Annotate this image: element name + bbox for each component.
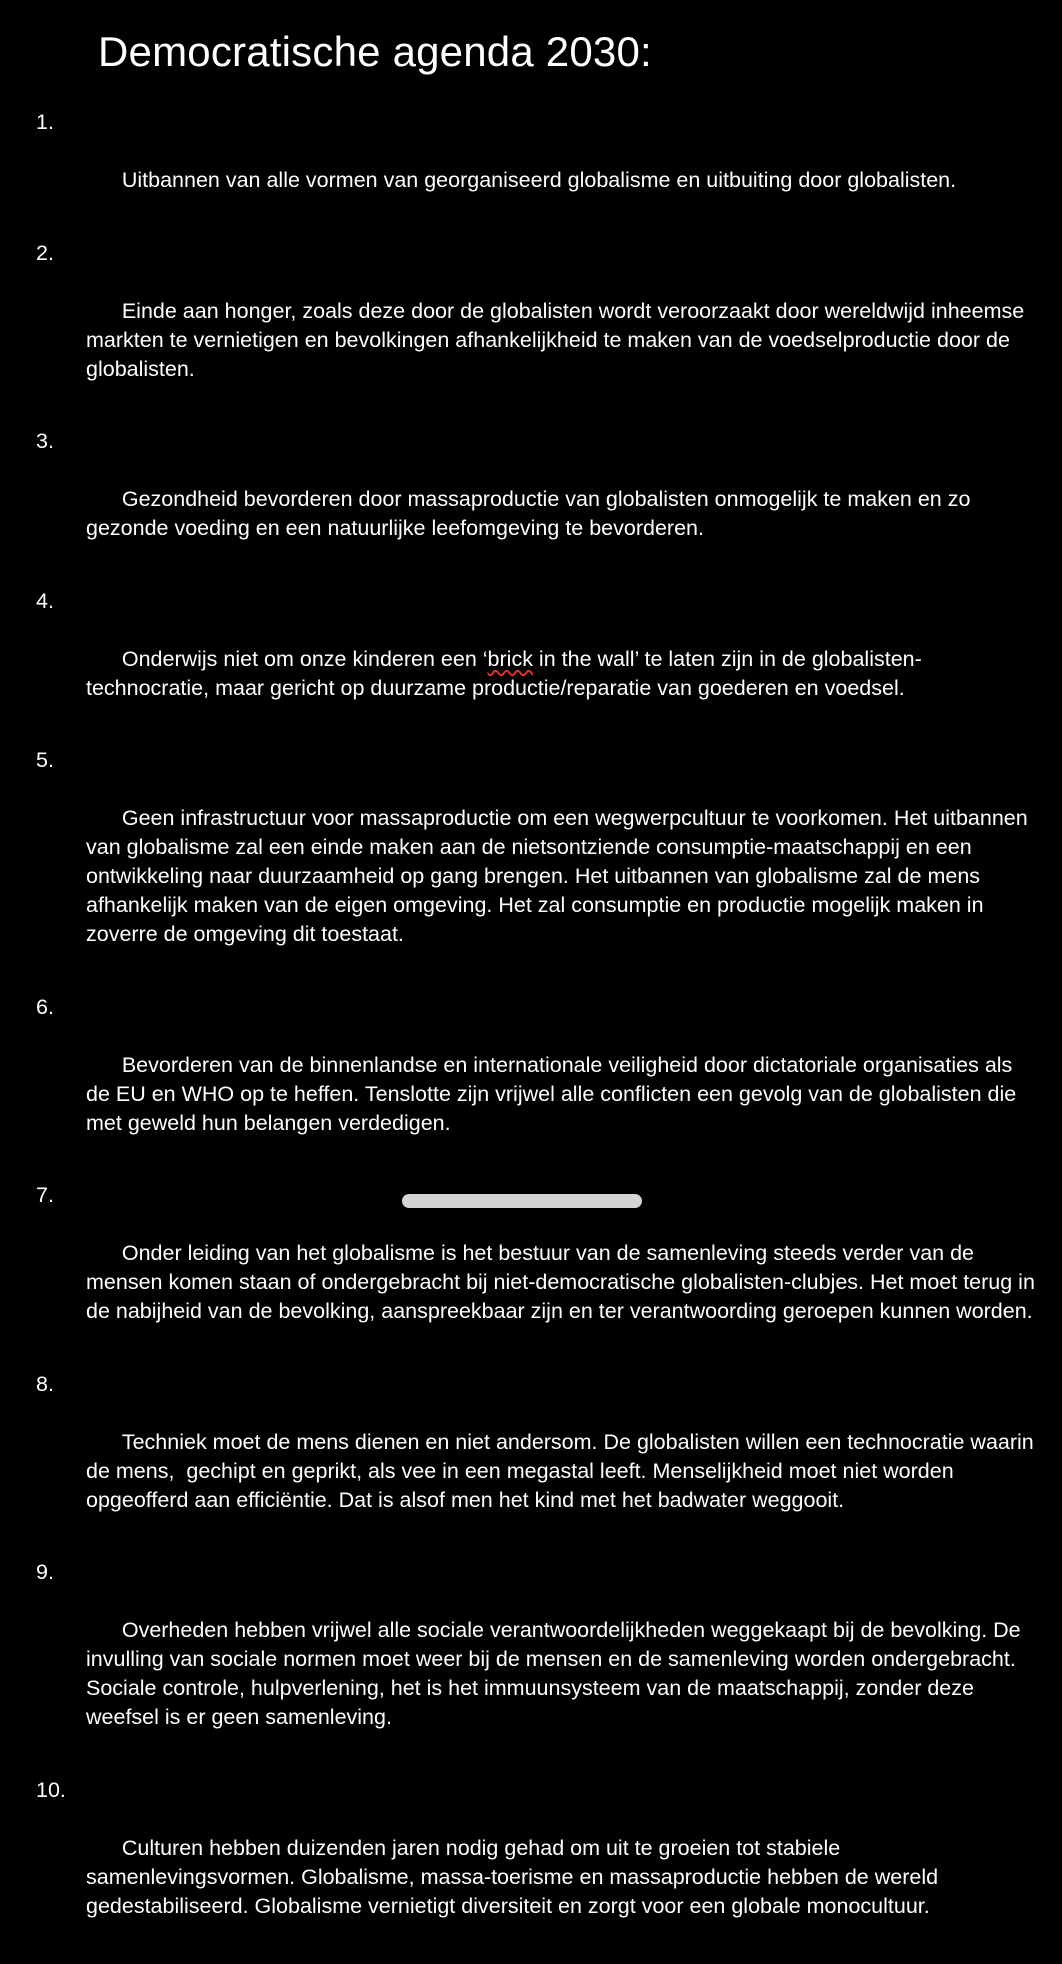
item-number: 1.	[36, 110, 54, 134]
item-text: Uitbannen van alle vormen van georganiseerd globalisme en uitbuiting door globalisten.	[121, 168, 957, 192]
item-text	[86, 647, 922, 700]
list-item	[0, 746, 1062, 978]
item-text: Onder leiding van het globalisme is het bestuur van de samenleving steeds verder van de mensen komen staan of ondergebracht bij niet-democratische globalisten-clubjes. Het moet terug in de nabijheid van de bevolking, aanspreekbaar zijn en ter verantwoording geroepen kunnen worden.	[86, 1241, 1041, 1323]
item-text: Geen infrastructuur voor massaproductie om een wegwerpcultuur te voorkomen. Het uitbannen van globalisme zal een einde maken aan de nietsontziende consumptie-maatschappij en een ontwikkeling naar duurzaamheid op gang brengen. Het uitbannen van globalisme zal de mens afhankelijk maken van de eigen omgeving. Het zal consumptie en productie mogelijk maken in zoverre de omgeving dit toestaat.	[86, 806, 1034, 946]
item-text-before: Onderwijs niet om onze kinderen een ‘	[121, 646, 488, 671]
item-text: Techniek moet de mens dienen en niet andersom. De globalisten willen een technocratie waarin de mens, gechipt en geprikt, als vee in een megastal leeft. Menselijkheid moet niet worden opgeofferd aan efficiëntie. Dat is alsof men het kind met het badwater weggooit.	[86, 1429, 1040, 1512]
item-number: 2.	[36, 240, 54, 265]
item-number: 6.	[36, 994, 54, 1019]
item-text: Einde aan honger, zoals deze door de globalisten wordt veroorzaakt door wereldwijd inheemse markten te vernietigen en bevolkingen afhankelijkheid te maken van de voedselproductie door de globalisten.	[86, 298, 1037, 381]
item-text: Bevorderen van de binnenlandse en internationale veiligheid door dictatoriale organisaties als de EU en WHO op te heffen. Tenslotte zijn vrijwel alle conflicten een gevolg van de globalisten die met geweld hun belangen verdedigen.	[86, 1052, 1023, 1135]
item-number: 9.	[36, 1560, 54, 1584]
list-item	[0, 239, 1062, 413]
agenda-list	[0, 108, 1062, 1964]
item-number: 8.	[36, 1371, 54, 1396]
item-text: Overheden hebben vrijwel alle sociale verantwoordelijkheden weggekaapt bij de bevolking. De invulling van sociale normen moet weer bij de mensen en de samenleving worden ondergebracht. Sociale controle, hulpverlening, het is het immuunsysteem van de maatschappij, zonder deze weefsel is er geen samenleving.	[86, 1618, 1027, 1729]
list-item	[0, 1370, 1062, 1544]
list-item	[0, 1558, 1062, 1761]
document-title: Democratische agenda 2030:	[98, 28, 652, 75]
list-item	[0, 1776, 1062, 1950]
item-text: Gezondheid bevorderen door massaproductie van globalisten onmogelijk te maken en zo gezonde voeding en een natuurlijke leefomgeving te bevorderen.	[86, 487, 977, 540]
spellcheck-flagged-word[interactable]: brick	[487, 646, 533, 671]
item-number: 4.	[36, 588, 54, 613]
item-text-after: in the wall’ te laten zijn in de globalisten-technocratie, maar gericht op duurzame productie/reparatie van goederen en voedsel.	[86, 646, 922, 700]
list-item	[0, 108, 1062, 224]
item-number: 3.	[36, 429, 54, 453]
list-item	[0, 587, 1062, 732]
scroll-handle[interactable]	[402, 1194, 642, 1208]
item-number: 7.	[36, 1183, 54, 1207]
item-text: Culturen hebben duizenden jaren nodig gehad om uit te groeien tot stabiele samenlevingsvormen. Globalisme, massa-toerisme en massaproductie hebben de wereld gedestabiliseerd. Globalisme vernietigt diversiteit en zorgt voor een globale monocultuur.	[86, 1835, 945, 1918]
item-number: 5.	[36, 748, 54, 772]
list-item	[0, 993, 1062, 1167]
item-number: 10.	[36, 1777, 66, 1802]
list-item	[0, 427, 1062, 572]
